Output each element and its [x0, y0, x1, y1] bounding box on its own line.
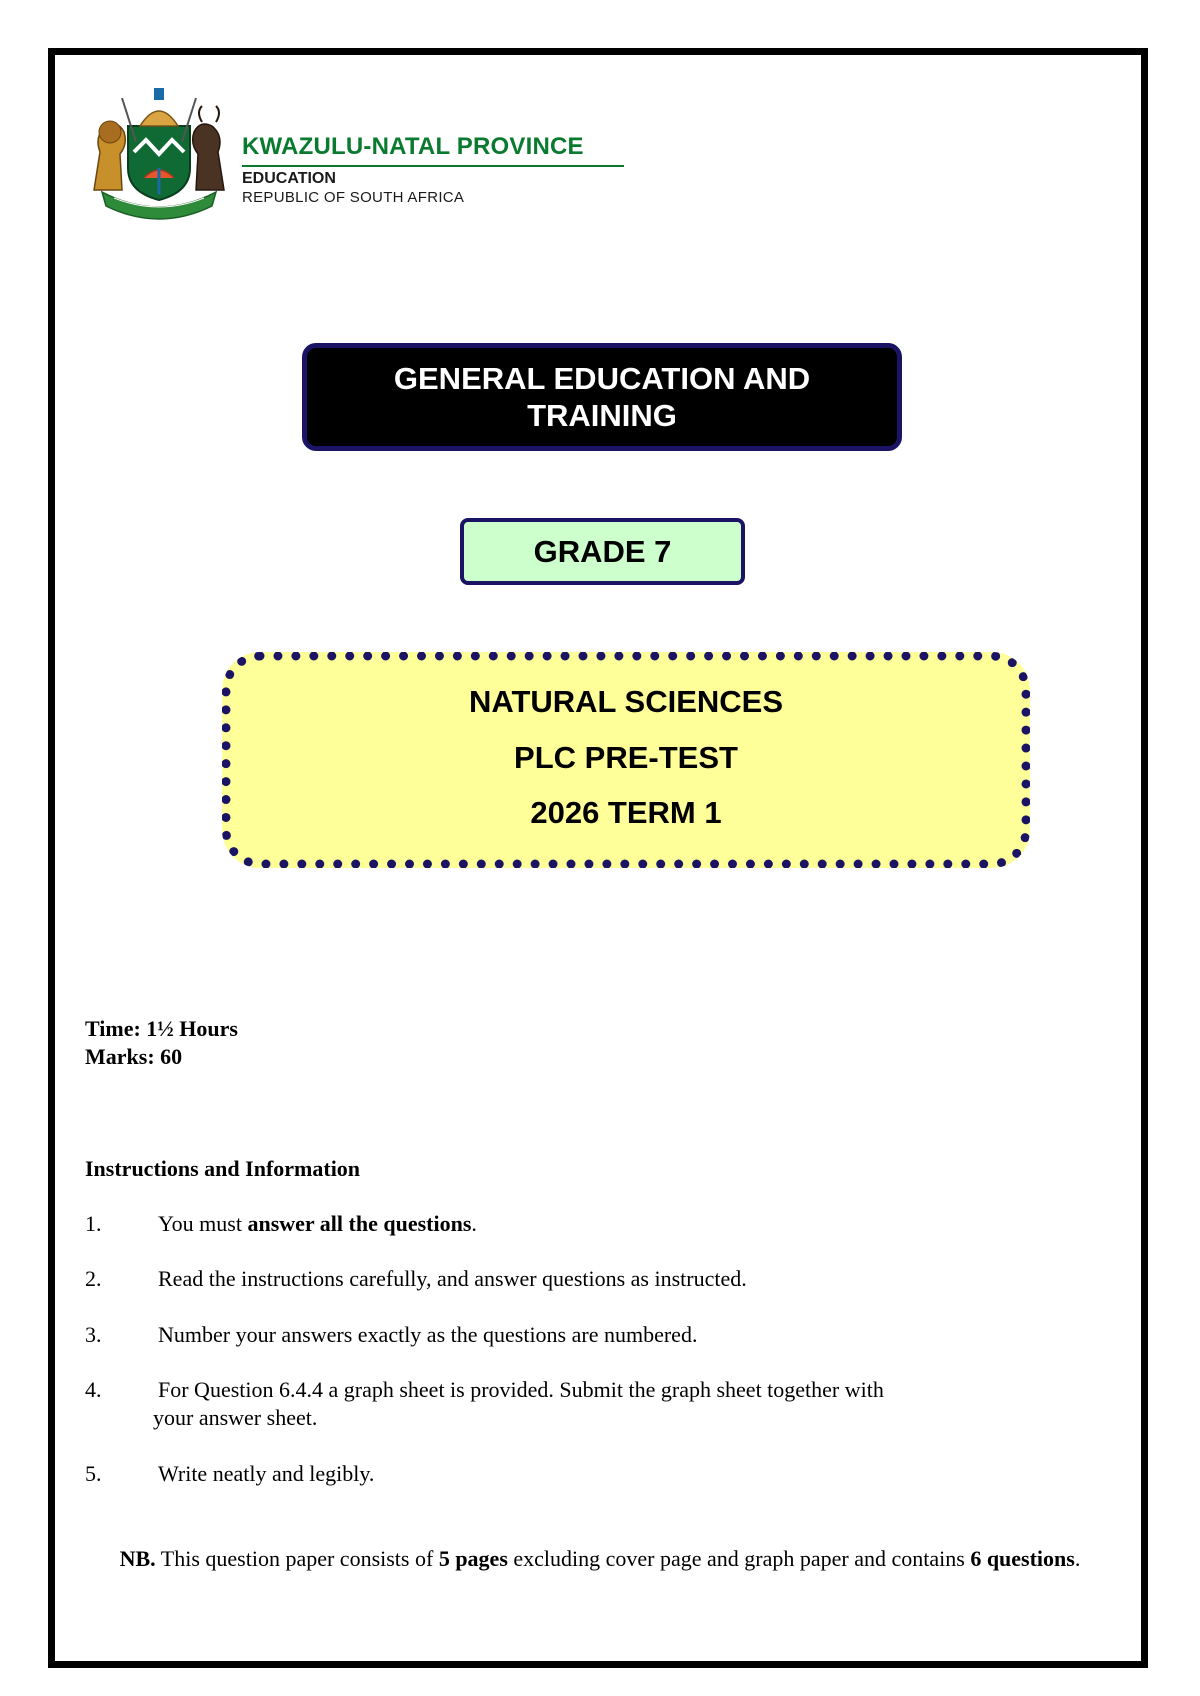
term-label: 2026 TERM 1 — [530, 795, 722, 830]
instruction-text-post: . — [471, 1211, 477, 1236]
nb-page-count: 5 pages — [438, 1546, 508, 1571]
grade-label: GRADE 7 — [533, 533, 672, 569]
instruction-text: Read the instructions carefully, and answer questions as instructed. — [158, 1266, 747, 1291]
instruction-number: 4. — [85, 1377, 102, 1402]
instruction-number: 2. — [85, 1266, 102, 1291]
instruction-text: For Question 6.4.4 a graph sheet is provided. Submit the graph sheet together with — [158, 1377, 884, 1402]
nb-text-1: This question paper consists of — [155, 1546, 439, 1571]
instruction-text-pre: You must — [158, 1211, 248, 1236]
phase-title-box — [302, 343, 902, 451]
department-name: EDUCATION — [242, 170, 336, 187]
test-type: PLC PRE-TEST — [514, 740, 738, 775]
subject-name: NATURAL SCIENCES — [468, 684, 784, 719]
exam-marks: Marks: 60 — [85, 1044, 183, 1069]
instruction-number: 5. — [85, 1461, 102, 1486]
instructions-heading: Instructions and Information — [85, 1156, 361, 1181]
instruction-number: 1. — [85, 1211, 102, 1236]
nb-text-2: excluding cover page and graph paper and contains — [507, 1546, 971, 1571]
nb-note — [110, 1545, 1090, 1573]
province-underline — [242, 165, 624, 167]
province-title: KWAZULU-NATAL PROVINCE — [242, 133, 584, 160]
grade-box — [460, 518, 745, 585]
coat-of-arms-icon — [84, 82, 234, 222]
instruction-text-bold: answer all the questions — [247, 1211, 472, 1236]
exam-time: Time: 1½ Hours — [85, 1016, 238, 1041]
instruction-text: Number your answers exactly as the questions are numbered. — [158, 1322, 698, 1347]
nb-text-3: . — [1074, 1546, 1081, 1571]
instruction-text — [158, 1211, 477, 1237]
instruction-text: Write neatly and legibly. — [158, 1461, 375, 1486]
phase-title: GENERAL EDUCATION AND TRAINING — [393, 361, 811, 433]
instruction-number: 3. — [85, 1322, 102, 1347]
nb-question-count: 6 questions — [970, 1546, 1075, 1571]
subject-box — [222, 652, 1030, 868]
instruction-text-continued: your answer sheet. — [153, 1405, 318, 1430]
country-name: REPUBLIC OF SOUTH AFRICA — [242, 189, 465, 206]
nb-label: NB. — [119, 1546, 156, 1571]
